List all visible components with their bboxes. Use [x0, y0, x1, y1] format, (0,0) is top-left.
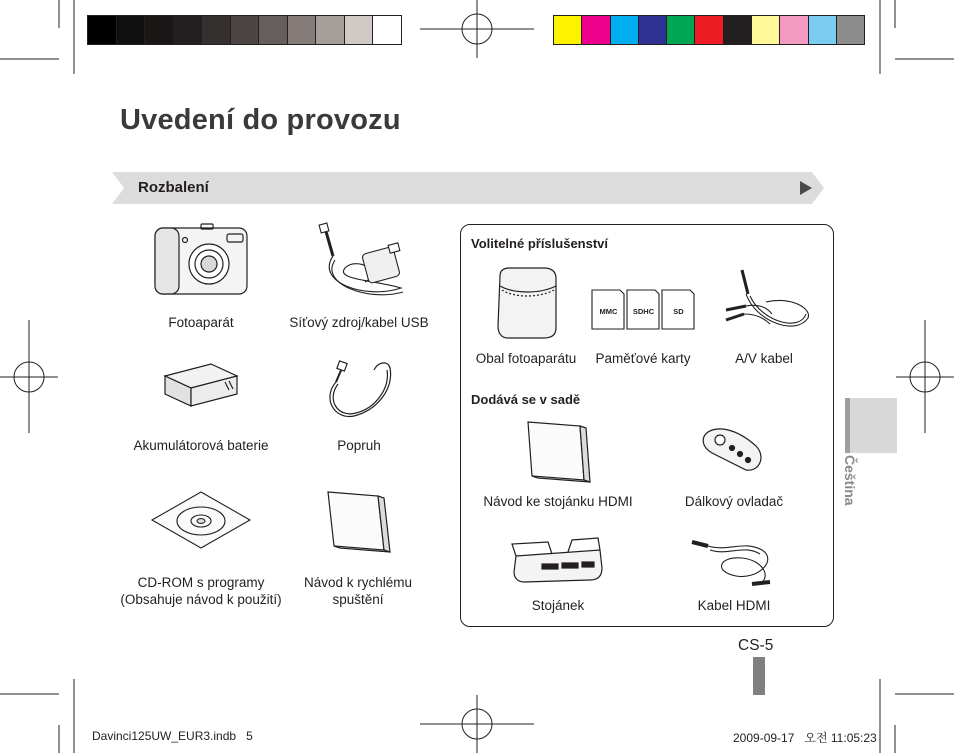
color-swatch — [780, 16, 808, 44]
color-swatch — [145, 16, 174, 44]
language-tab-edge — [845, 398, 850, 453]
hdmi-cable-caption: Kabel HDMI — [697, 598, 771, 613]
card-label-sdhc: SDHC — [632, 307, 655, 316]
color-swatch — [88, 16, 117, 44]
language-tab — [845, 398, 897, 453]
av-cable-caption: A/V kabel — [735, 351, 793, 366]
bundle-heading: Dodává se v sadě — [471, 392, 581, 407]
quick-guide-caption-line2: spuštění — [332, 592, 384, 607]
page-number: CS-5 — [738, 637, 774, 654]
camera-case-caption: Obal fotoaparátu — [475, 351, 577, 366]
quick-guide-caption-line1: Návod k rychlému — [303, 575, 413, 590]
color-swatch — [639, 16, 667, 44]
color-swatch — [373, 16, 401, 44]
battery-illustration — [163, 362, 239, 408]
color-swatch — [316, 16, 345, 44]
color-swatch — [288, 16, 317, 44]
cdrom-caption-line2: (Obsahuje návod k použití) — [120, 592, 282, 607]
hdmi-cable-illustration — [688, 532, 778, 588]
memory-cards-illustration — [591, 287, 695, 331]
color-swatch — [231, 16, 260, 44]
section-header-bar — [112, 172, 824, 204]
battery-caption: Akumulátorová baterie — [133, 438, 269, 453]
color-swatch — [174, 16, 203, 44]
footer-timestamp: 2009-09-17 오전 11:05:23 — [733, 731, 877, 745]
cdrom-illustration — [150, 488, 252, 550]
color-swatch — [695, 16, 723, 44]
section-title: Rozbalení — [138, 179, 209, 196]
cdrom-caption-line1: CD-ROM s programy — [137, 575, 265, 590]
color-swatch — [809, 16, 837, 44]
color-swatch — [554, 16, 582, 44]
strap-caption: Popruh — [337, 438, 381, 453]
color-swatch — [611, 16, 639, 44]
color-swatch — [117, 16, 146, 44]
hdmi-guide-caption: Návod ke stojánku HDMI — [483, 494, 633, 509]
quick-guide-illustration — [324, 488, 392, 556]
av-cable-illustration — [716, 266, 812, 338]
strap-illustration — [318, 358, 398, 420]
camera-case-illustration — [494, 266, 560, 340]
hdmi-guide-illustration — [524, 418, 592, 484]
card-label-sd: SD — [673, 307, 684, 316]
remote-control-caption: Dálkový ovladač — [684, 494, 784, 509]
cradle-caption: Stojánek — [531, 598, 585, 613]
page-number-bar — [753, 657, 765, 695]
color-swatch — [345, 16, 374, 44]
optional-accessories-heading: Volitelné příslušenství — [471, 236, 609, 251]
charger-caption: Síťový zdroj/kabel USB — [289, 315, 429, 330]
camera-illustration — [153, 222, 249, 298]
page-title: Uvedení do provozu — [120, 104, 401, 136]
color-swatch — [582, 16, 610, 44]
color-swatch — [202, 16, 231, 44]
color-swatch — [724, 16, 752, 44]
cradle-illustration — [508, 536, 608, 586]
card-label-mmc: MMC — [599, 307, 618, 316]
color-swatch — [667, 16, 695, 44]
language-tab-label: Čeština — [842, 455, 858, 506]
camera-caption: Fotoaparát — [168, 315, 234, 330]
memory-cards-caption: Paměťové karty — [595, 351, 691, 366]
footer-filename: Davinci125UW_EUR3.indb 5 — [92, 729, 253, 743]
color-swatch — [837, 16, 864, 44]
charger-cable-illustration — [305, 222, 409, 304]
color-swatch — [752, 16, 780, 44]
process-color-bar — [553, 15, 865, 45]
color-swatch — [259, 16, 288, 44]
remote-control-illustration — [700, 424, 766, 476]
gray-ramp-bar — [87, 15, 402, 45]
